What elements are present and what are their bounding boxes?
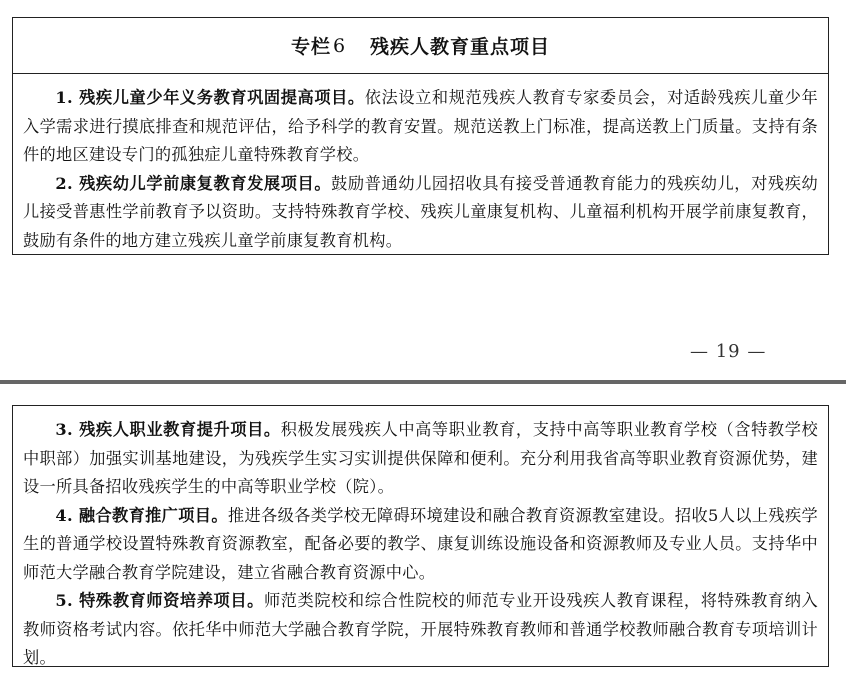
project-item-5-title: 5. 特殊教育师资培养项目。 <box>55 591 264 610</box>
column-title <box>13 18 828 74</box>
project-item-3-body: 积极发展残疾人中高等职业教育，支持中高等职业教育学校（含特教学校中职部）加强实训基地建设，为残疾学生实习实训提供保障和便利。充分利用我省高等职业教育资源优势，建设一所具备招收残疾学生的中高等职业学校（院）。 <box>23 420 818 496</box>
project-item-3-title: 3. 残疾人职业教育提升项目。 <box>55 420 281 439</box>
column-title-number: 6 <box>332 34 347 57</box>
column-box-bottom <box>12 405 829 667</box>
page-number: — 19 — <box>690 341 767 362</box>
column-box-top <box>12 17 829 255</box>
project-item-4 <box>23 502 818 588</box>
project-item-2-body: 鼓励普通幼儿园招收具有接受普通教育能力的残疾幼儿，对残疾幼儿接受普惠性学前教育予以资助。支持特殊教育学校、残疾儿童康复机构、儿童福利机构开展学前康复教育，鼓励有条件的地方建立残疾儿童学前康复教育机构。 <box>23 173 818 250</box>
project-item-1-title: 1. 残疾儿童少年义务教育巩固提高项目。 <box>55 88 365 107</box>
project-item-1 <box>23 84 818 170</box>
project-item-4-body: 推进各级各类学校无障碍环境建设和融合教育资源教室建设。招收5人以上残疾学生的普通学校设置特殊教育资源教室，配备必要的教学、康复训练设施设备和资源教师及专业人员。支持华中师范大学融合教育学院建设，建立省融合教育资源中心。 <box>23 505 818 582</box>
project-item-4-title: 4. 融合教育推广项目。 <box>55 505 228 525</box>
project-item-2-title: 2. 残疾幼儿学前康复教育发展项目。 <box>55 173 332 193</box>
project-item-5 <box>23 587 818 673</box>
column-content-bottom <box>13 406 828 673</box>
column-title-text: 残疾人教育重点项目 <box>370 36 551 58</box>
column-title-prefix: 专栏 <box>290 36 331 58</box>
project-item-5-body: 师范类院校和综合性院校的师范专业开设残疾人教育课程，将特殊教育纳入教师资格考试内容。依托华中师范大学融合教育学院，开展特殊教育教师和普通学校教师融合教育专项培训计划。 <box>23 591 818 667</box>
project-item-1-body: 依法设立和规范残疾人教育专家委员会，对适龄残疾儿童少年入学需求进行摸底排查和规范评估，给予科学的教育安置。规范送教上门标准，提高送教上门质量。支持有条件的地区建设专门的孤独症儿童特殊教育学校。 <box>23 88 818 164</box>
page-divider <box>0 380 846 384</box>
project-item-3 <box>23 416 818 502</box>
project-item-2 <box>23 170 818 256</box>
column-content-top <box>13 74 828 255</box>
